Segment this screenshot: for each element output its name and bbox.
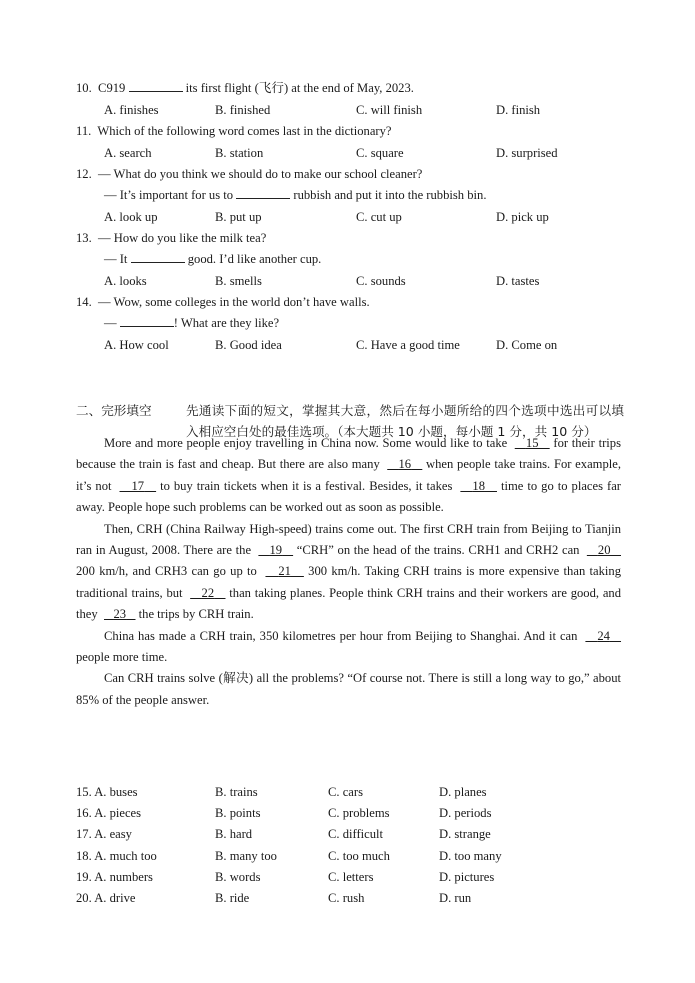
- option-c: C. letters: [328, 870, 374, 884]
- option-b: B. smells: [215, 274, 262, 288]
- option-a: 18. A. much too: [76, 849, 157, 863]
- answer-blank: [236, 187, 290, 199]
- question-stem-post: rubbish and put it into the rubbish bin.: [290, 188, 487, 202]
- option-d: D. strange: [439, 827, 491, 841]
- option-b: B. trains: [215, 785, 258, 799]
- question-stem-pre: — It: [104, 252, 131, 266]
- option-a: A. How cool: [104, 338, 169, 352]
- passage-paragraph-3: China has made a CRH train, 350 kilometres per hour from Beijing to Shanghai. And it can 24 people more time.: [76, 626, 621, 669]
- passage-paragraph-1: More and more people enjoy travelling in China now. Some would like to take 15 for their trips because the train is fast and cheap. But there are also many 16 when people take trains. For example, it’s not 17 to buy train tickets when it is a festival. Besides, it takes 18 time to go to places far away. People hope such problems can be worked out as soon as possible.: [76, 436, 621, 515]
- question-12-line-2: [104, 187, 486, 203]
- option-b: B. station: [215, 146, 264, 160]
- option-d: D. Come on: [496, 338, 558, 352]
- option-d: D. planes: [439, 785, 487, 799]
- option-d: D. pictures: [439, 870, 495, 884]
- question-12: [76, 166, 422, 182]
- option-c: C. Have a good time: [356, 338, 460, 352]
- passage-paragraph-2: Then, CRH (China Railway High-speed) trains come out. The first CRH train from Beijing to Tianjin ran in August, 2008. There are the 19 “CRH” on the head of the trains. CRH1 and CRH2 can 20 200 km/h, and CRH3 can go up to 21 300 km/h. Taking CRH trains is more expensive than taking traditional trains, but 22 than taking planes. People think CRH trains and their workers are good, and they 23 the trips by CRH train.: [76, 521, 622, 622]
- question-number: 13.: [76, 231, 92, 245]
- question-number: 12.: [76, 167, 92, 181]
- blank-16: 16: [398, 457, 412, 472]
- option-c: C. sounds: [356, 274, 406, 288]
- option-d: D. surprised: [496, 146, 558, 160]
- option-c: C. problems: [328, 806, 390, 820]
- option-d: D. run: [439, 891, 472, 905]
- option-b: B. Good idea: [215, 338, 282, 352]
- option-d: D. pick up: [496, 210, 549, 224]
- blank-24: 24: [597, 628, 610, 643]
- option-c: C. difficult: [328, 827, 384, 841]
- question-stem-post: good. I’d like another cup.: [184, 252, 322, 266]
- blank-19: 19: [269, 543, 283, 558]
- question-line-1: — Wow, some colleges in the world don’t have walls.: [98, 295, 370, 309]
- section-title: 二、完形填空: [76, 403, 152, 418]
- question-stem-pre: C919: [98, 81, 129, 95]
- option-a: A. finishes: [104, 103, 159, 117]
- question-stem-post: its first flight (飞行) at the end of May, 2023.: [182, 81, 414, 95]
- blank-21: 21: [278, 564, 291, 579]
- question-number: 14.: [76, 295, 92, 309]
- question-10: [76, 80, 414, 96]
- blank-22: 22: [201, 585, 215, 600]
- option-c: C. cars: [328, 785, 363, 799]
- option-d: D. finish: [496, 103, 541, 117]
- answer-blank: [129, 80, 183, 92]
- option-a: 15. A. buses: [76, 785, 138, 799]
- option-d: D. tastes: [496, 274, 540, 288]
- option-b: B. finished: [215, 103, 271, 117]
- question-14: [76, 294, 370, 310]
- answer-blank: [131, 251, 185, 263]
- option-c: C. square: [356, 146, 404, 160]
- answer-blank: [120, 315, 174, 327]
- option-c: C. cut up: [356, 210, 402, 224]
- option-d: D. too many: [439, 849, 502, 863]
- passage-paragraph-4: Can CRH trains solve (解决) all the problems? “Of course not. There is still a long way to go,” about 85% of the people answer.: [76, 671, 621, 707]
- question-stem: Which of the following word comes last in the dictionary?: [97, 124, 392, 138]
- blank-18: 18: [472, 478, 485, 493]
- blank-15: 15: [525, 436, 539, 450]
- question-11: [76, 123, 392, 139]
- blank-20: 20: [597, 543, 611, 558]
- cloze-passage: [76, 433, 621, 711]
- option-a: 17. A. easy: [76, 827, 132, 841]
- option-c: C. too much: [328, 849, 390, 863]
- question-13: [76, 230, 266, 246]
- question-number: 10.: [76, 81, 92, 95]
- question-stem-post: ! What are they like?: [173, 316, 280, 330]
- option-b: B. many too: [215, 849, 277, 863]
- section-instructions: 先通读下面的短文，掌握其大意，然后在每小题所给的四个选项中选出可以填入相应空白处的最佳选项。（本大题共 10 小题，每小题 1 分，共 10 分）: [186, 403, 624, 439]
- option-a: A. looks: [104, 274, 147, 288]
- question-14-line-2: [104, 315, 279, 331]
- question-13-line-2: [104, 251, 321, 267]
- option-a: A. look up: [104, 210, 158, 224]
- option-b: B. ride: [215, 891, 250, 905]
- option-b: B. points: [215, 806, 261, 820]
- option-a: 16. A. pieces: [76, 806, 142, 820]
- question-line-1: — What do you think we should do to make our school cleaner?: [98, 167, 423, 181]
- option-b: B. words: [215, 870, 261, 884]
- question-line-1: — How do you like the milk tea?: [98, 231, 267, 245]
- option-b: B. put up: [215, 210, 262, 224]
- option-b: B. hard: [215, 827, 253, 841]
- question-stem-pre: —: [104, 316, 120, 330]
- option-c: C. rush: [328, 891, 365, 905]
- option-a: A. search: [104, 146, 152, 160]
- question-number: 11.: [76, 124, 92, 138]
- question-stem-pre: — It’s important for us to: [104, 188, 237, 202]
- option-d: D. periods: [439, 806, 492, 820]
- blank-17: 17: [131, 478, 145, 493]
- blank-23: 23: [113, 607, 127, 622]
- option-a: 20. A. drive: [76, 891, 136, 905]
- option-a: 19. A. numbers: [76, 870, 153, 884]
- option-c: C. will finish: [356, 103, 423, 117]
